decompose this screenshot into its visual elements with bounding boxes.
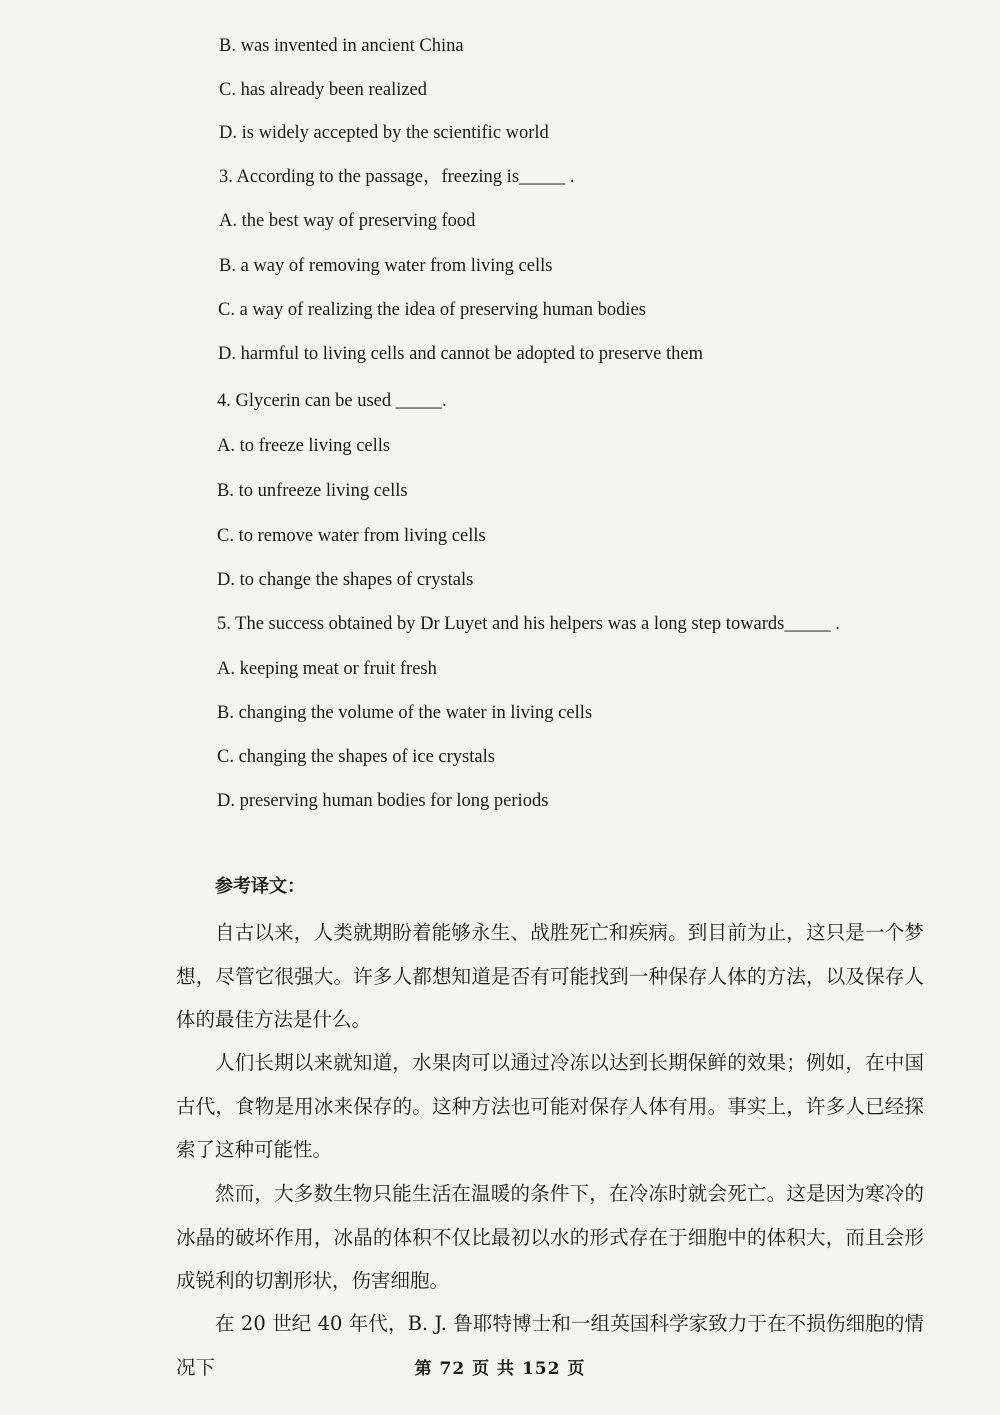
q2-option-c: C. has already been realized xyxy=(219,80,428,100)
q4-option-b: B. to unfreeze living cells xyxy=(217,481,408,501)
q3-option-a: A. the best way of preserving food xyxy=(219,211,476,231)
translation-paragraph-1: 自古以来，人类就期盼着能够永生、战胜死亡和疾病。到目前为止，这只是一个梦想，尽管它很强大。许多人都想知道是否有可能找到一种保存人体的方法，以及保存人体的最佳方法是什么。 xyxy=(176,921,924,1032)
page-footer: 第 72 页 共 152 页 xyxy=(414,1359,586,1379)
q5-option-b: B. changing the volume of the water in living cells xyxy=(217,703,593,723)
q3-option-d: D. harmful to living cells and cannot be adopted to preserve them xyxy=(218,344,703,364)
q5-stem: 5. The success obtained by Dr Luyet and his helpers was a long step towards_____ . xyxy=(217,614,840,634)
q5-option-c: C. changing the shapes of ice crystals xyxy=(217,747,495,767)
q3-option-c: C. a way of realizing the idea of preserving human bodies xyxy=(218,300,646,320)
q4-stem: 4. Glycerin can be used _____. xyxy=(217,391,447,411)
q4-option-a: A. to freeze living cells xyxy=(217,436,391,456)
q5-option-a: A. keeping meat or fruit fresh xyxy=(217,659,437,679)
translation-paragraph-4: 在 20 世纪 40 年代，B. J. 鲁耶特博士和一组英国科学家致力于在不损伤细胞的情况下 xyxy=(176,1312,924,1379)
q4-option-d: D. to change the shapes of crystals xyxy=(217,570,474,590)
q3-option-b: B. a way of removing water from living cells xyxy=(219,256,553,276)
translation-heading: 参考译文： xyxy=(215,876,305,897)
q3-stem: 3. According to the passage，freezing is_____ . xyxy=(219,167,575,187)
q2-option-b: B. was invented in ancient China xyxy=(219,36,464,56)
translation-paragraph-2: 人们长期以来就知道，水果肉可以通过冷冻以达到长期保鲜的效果；例如，在中国古代，食物是用冰来保存的。这种方法也可能对保存人体有用。事实上，许多人已经探索了这种可能性。 xyxy=(176,1051,924,1162)
translation-paragraph-3: 然而，大多数生物只能生活在温暖的条件下，在冷冻时就会死亡。这是因为寒冷的冰晶的破坏作用，冰晶的体积不仅比最初以水的形式存在于细胞中的体积大，而且会形成锐利的切割形状，伤害细胞。 xyxy=(176,1182,924,1293)
q5-option-d: D. preserving human bodies for long periods xyxy=(217,791,549,811)
q4-option-c: C. to remove water from living cells xyxy=(217,526,486,546)
q2-option-d: D. is widely accepted by the scientific world xyxy=(219,123,549,143)
